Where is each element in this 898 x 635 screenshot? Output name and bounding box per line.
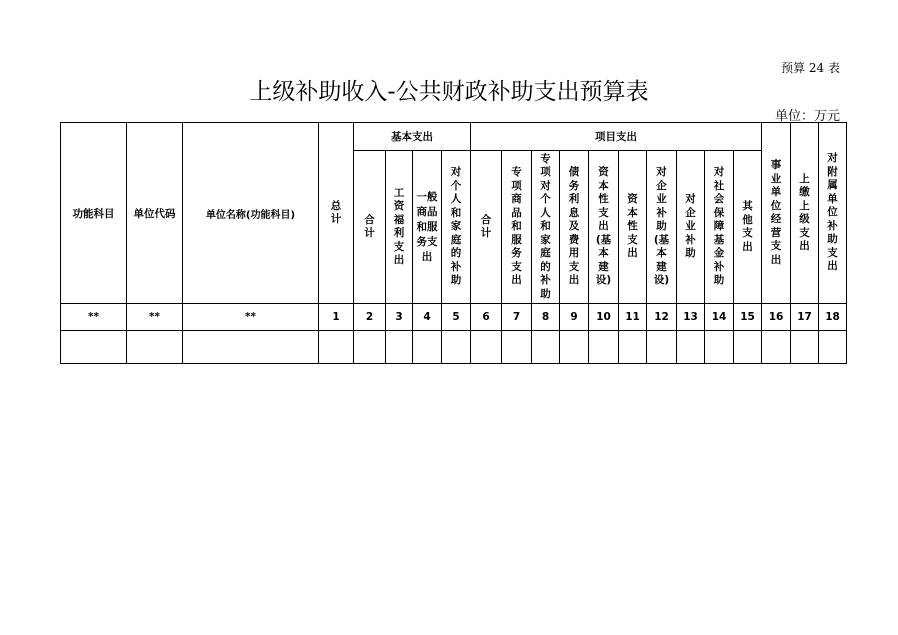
- header-group-basic-label: 基本支出: [391, 131, 433, 143]
- table-cell: 5: [442, 304, 471, 331]
- table-cell-empty[interactable]: [762, 331, 791, 364]
- table-cell-empty[interactable]: [647, 331, 677, 364]
- table-cell-empty[interactable]: [183, 331, 319, 364]
- header-business-expense-label: 事业单位经营支出: [770, 159, 782, 266]
- header-func-subject: [61, 123, 127, 304]
- table-cell-empty[interactable]: [386, 331, 413, 364]
- header-basic-col-label: 合计: [364, 213, 375, 239]
- table-cell: 3: [386, 304, 413, 331]
- table-cell-empty[interactable]: [589, 331, 619, 364]
- header-project-col: [619, 151, 647, 304]
- header-group-project: [471, 123, 762, 151]
- header-basic-col: [442, 151, 471, 304]
- table-cell: 2: [354, 304, 386, 331]
- header-project-col-label: 资本性支出: [627, 193, 638, 260]
- header-basic-col-label: 一般商品和服务支出: [416, 190, 438, 263]
- table-cell-empty[interactable]: [471, 331, 502, 364]
- header-basic-col: [386, 151, 413, 304]
- header-project-col: [532, 151, 560, 304]
- header-project-col-label: 对企业补助: [685, 193, 696, 260]
- table-cell-empty[interactable]: [734, 331, 762, 364]
- header-project-col-label: 专项对个人和家庭的补助: [540, 152, 551, 300]
- header-basic-col-label: 对个人和家庭的补助: [450, 166, 462, 287]
- table-cell-empty[interactable]: [61, 331, 127, 364]
- table-cell-empty[interactable]: [354, 331, 386, 364]
- header-unit-name: [183, 123, 319, 304]
- table-cell: **: [127, 304, 183, 331]
- table-cell-empty[interactable]: [791, 331, 819, 364]
- page-title: 上级补助收入-公共财政补助支出预算表: [249, 79, 649, 105]
- header-basic-col: [354, 151, 386, 304]
- header-basic-col: [413, 151, 442, 304]
- table-cell: 7: [502, 304, 532, 331]
- table-cell-empty[interactable]: [619, 331, 647, 364]
- header-unit-code-label: 单位代码: [133, 207, 176, 220]
- unit-label: 单位：万元: [774, 109, 840, 124]
- table-cell: 9: [560, 304, 589, 331]
- table-cell-empty[interactable]: [705, 331, 734, 364]
- table-cell: 15: [734, 304, 762, 331]
- table-cell: **: [183, 304, 319, 331]
- header-project-col: [589, 151, 619, 304]
- table-cell: 4: [413, 304, 442, 331]
- header-project-col-label: 对企业补助(基本建设): [653, 166, 670, 287]
- header-basic-col-label: 工资福利支出: [393, 186, 405, 266]
- table-cell-empty[interactable]: [819, 331, 847, 364]
- table-row: [61, 304, 847, 331]
- header-project-col-label: 专项商品和服务支出: [511, 166, 522, 287]
- table-cell: 6: [471, 304, 502, 331]
- table-cell: 14: [705, 304, 734, 331]
- header-group-basic: [354, 123, 471, 151]
- header-project-col: [471, 151, 502, 304]
- table-cell: 16: [762, 304, 791, 331]
- table-cell: 11: [619, 304, 647, 331]
- header-project-col: [705, 151, 734, 304]
- header-project-col: [677, 151, 705, 304]
- header-unit-name-label: 单位名称(功能科目): [205, 209, 296, 221]
- form-number: 预算 24 表: [781, 61, 840, 75]
- header-func-subject-label: 功能科目: [72, 207, 115, 220]
- header-project-col: [502, 151, 532, 304]
- table-cell: 8: [532, 304, 560, 331]
- table-cell-empty[interactable]: [127, 331, 183, 364]
- table-cell-empty[interactable]: [502, 331, 532, 364]
- header-project-col-label: 合计: [480, 213, 492, 239]
- header-project-col: [734, 151, 762, 304]
- header-unit-code: [127, 123, 183, 304]
- header-total: [319, 123, 354, 304]
- header-project-col-label: 债务利息及费用支出: [568, 166, 580, 287]
- header-row-groups: [61, 123, 847, 151]
- header-project-col-label: 对社会保障基金补助: [713, 166, 725, 287]
- table-cell-empty[interactable]: [413, 331, 442, 364]
- table-cell: 17: [791, 304, 819, 331]
- table-cell: 12: [647, 304, 677, 331]
- table-cell-empty[interactable]: [319, 331, 354, 364]
- header-project-col-label: 资本性支出(基本建设): [595, 166, 612, 287]
- header-subsidiary-subsidy: [819, 123, 847, 304]
- header-group-project-label: 项目支出: [595, 131, 638, 143]
- header-project-col: [647, 151, 677, 304]
- table-cell-empty[interactable]: [442, 331, 471, 364]
- header-remit-upper: [791, 123, 819, 304]
- table-cell: **: [61, 304, 127, 331]
- table-cell: 10: [589, 304, 619, 331]
- header-total-label: 总计: [330, 199, 342, 225]
- table-cell-empty[interactable]: [560, 331, 589, 364]
- budget-table: [60, 122, 847, 364]
- header-remit-upper-label: 上缴上级支出: [799, 172, 810, 252]
- table-row-empty: [61, 331, 847, 364]
- table-cell: 1: [319, 304, 354, 331]
- header-subsidiary-subsidy-label: 对附属单位补助支出: [827, 152, 838, 273]
- header-business-expense: [762, 123, 791, 304]
- table-cell: 18: [819, 304, 847, 331]
- table-cell-empty[interactable]: [677, 331, 705, 364]
- table-cell-empty[interactable]: [532, 331, 560, 364]
- header-project-col: [560, 151, 589, 304]
- table-cell: 13: [677, 304, 705, 331]
- header-project-col-label: 其他支出: [742, 200, 753, 253]
